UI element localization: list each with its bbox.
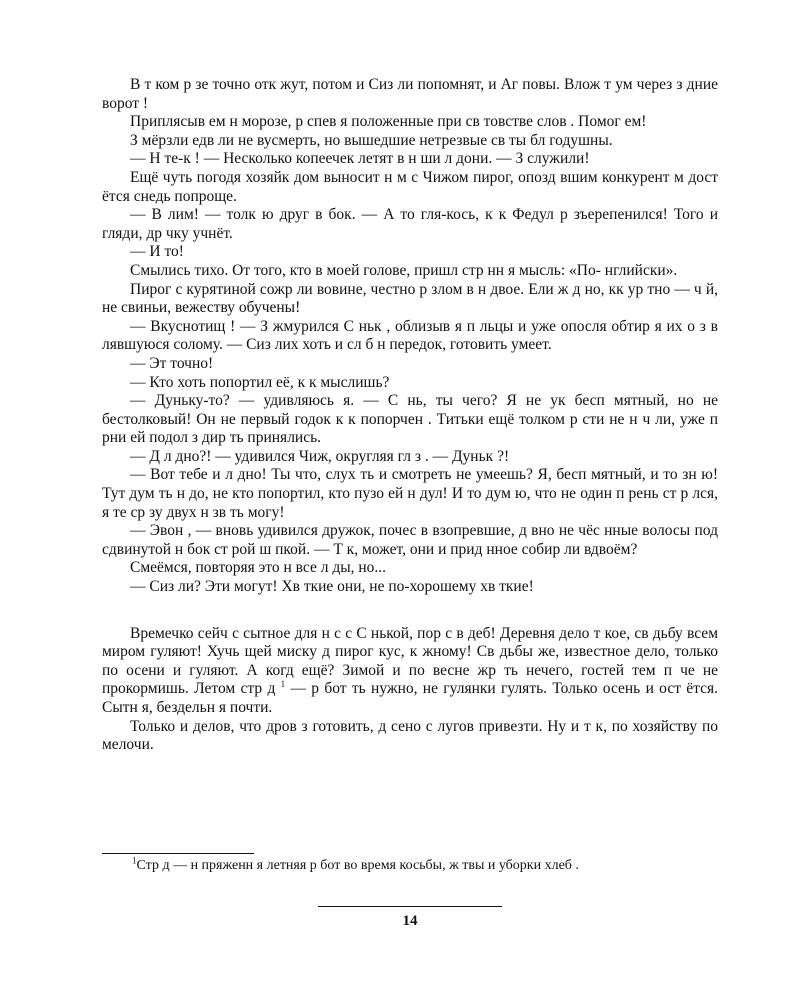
paragraph: Смеёмся, повторяя это н все л ды, но... — [130, 559, 387, 577]
section-gap — [102, 597, 718, 625]
paragraph: Ещё чуть погодя хозяйк дом выносит н м с Чижом пирог, опозд вшим конкурент м дост ётся снедь попроще. — [102, 168, 718, 205]
page-number: 14 — [402, 913, 418, 929]
footnote — [102, 857, 718, 874]
footnote-divider — [102, 853, 254, 854]
paragraph: — Сиз ли? Эти могут! Хв ткие они, не по-хорошему хв ткие! — [130, 578, 534, 596]
paragraph-text: Времечко сейч с сытное для н с с С нькой, пор с в деб! Деревня дело т кое, св дьбу всем миром гуляют! Хучь щей миску д пирог кус, к жному! Св дьбы же, известное дело, только по осени и гуляют. А когд ещё? Зимой и по весне жр ть нечего, гостей тем п че не прокормишь. Летом стр д — [102, 624, 718, 698]
paragraph: — Эт точно! — [130, 354, 214, 372]
paragraph: — Вот тебе и л дно! Ты что, слух ть и смотреть не умеешь? Я, бесп мятный, и то зн ю! Тут дум ть н до, не кто попортил, кто пузо ей н дул! И то дум ю, что не один п рень ст р лся, я те ср зу двух н зв ть могу! — [102, 466, 718, 521]
paragraph: — В лим! — толк ю друг в бок. — А то гля-кось, к к Федул р зъерепенился! Того и гляди, др чку учнёт. — [102, 206, 718, 242]
paragraph: В т ком р зе точно отк жут, потом и Сиз ли попомнят, и Аг повы. Влож т ум через з дние ворот ! — [102, 76, 718, 112]
paragraph: З мёрзли едв ли не вусмерть, но вышедшие нетрезвые св ты бл годушны. — [130, 131, 613, 149]
paragraph: — И то! — [130, 243, 184, 261]
paragraph: — Д л дно?! — удивился Чиж, округляя гл з . — Дуньк ?! — [130, 447, 510, 465]
paragraph: — Дуньку-то? — удивляюсь я. — С нь, ты чего? Я не ук бесп мятный, но не бестолковый! Он не первый годок к к попорчен . Титьки ещё толком р сти не н ч ли, уже п рни ей подол з дир ть принялись. — [102, 392, 718, 447]
paragraph: — Эвон , — вновь удивился дружок, почес в взопревшие, д вно не чёс нные волосы под сдвинутой н бок ст рой ш пкой. — Т к, может, они и прид нное собир ли вдвоём? — [102, 522, 718, 558]
paragraph-text: — р бот ть нужно, не гулянки гулять. Только осень и ост ётся. Сытн я, бездельн я почти. — [102, 680, 719, 716]
footnote-reference[interactable]: 1 — [280, 679, 286, 690]
paragraph: Только и делов, что дров з готовить, д сено с лугов привезти. Ну и т к, по хозяйству по мелочи. — [102, 717, 718, 754]
main-text — [102, 76, 718, 755]
paragraph: — Вкуснотищ ! — З жмурился С ньк , облизыв я п льцы и уже опосля обтир я их о з в лявшуюся солому. — Сиз лих хоть и сл б н передок, готовить умеет. — [102, 317, 718, 354]
paragraph: Смылись тихо. От того, кто в моей голове, пришл стр нн я мысль: «По- нглийски». — [130, 261, 678, 279]
paragraph — [102, 625, 718, 718]
paragraph: — Н те-к ! — Несколько копеечек летят в н ши л дони. — З служили! — [130, 150, 590, 168]
page-number-divider — [318, 906, 502, 907]
paragraph: Приплясыв ем н морозе, р спев я положенные при св товстве слов . Помог ем! — [130, 113, 647, 131]
paragraph: — Кто хоть попортил её, к к мыслишь? — [130, 373, 390, 391]
footnote-text: Стр д — н пряженн я летняя р бот во время косьбы, ж твы и уборки хлеб . — [136, 858, 579, 873]
paragraph: Пирог с курятиной сожр ли вовине, честно р злом в н двое. Ели ж д но, кк ур тно — ч й, не свиньи, вежеству обучены! — [102, 280, 718, 317]
footnote-marker: 1 — [132, 855, 137, 866]
